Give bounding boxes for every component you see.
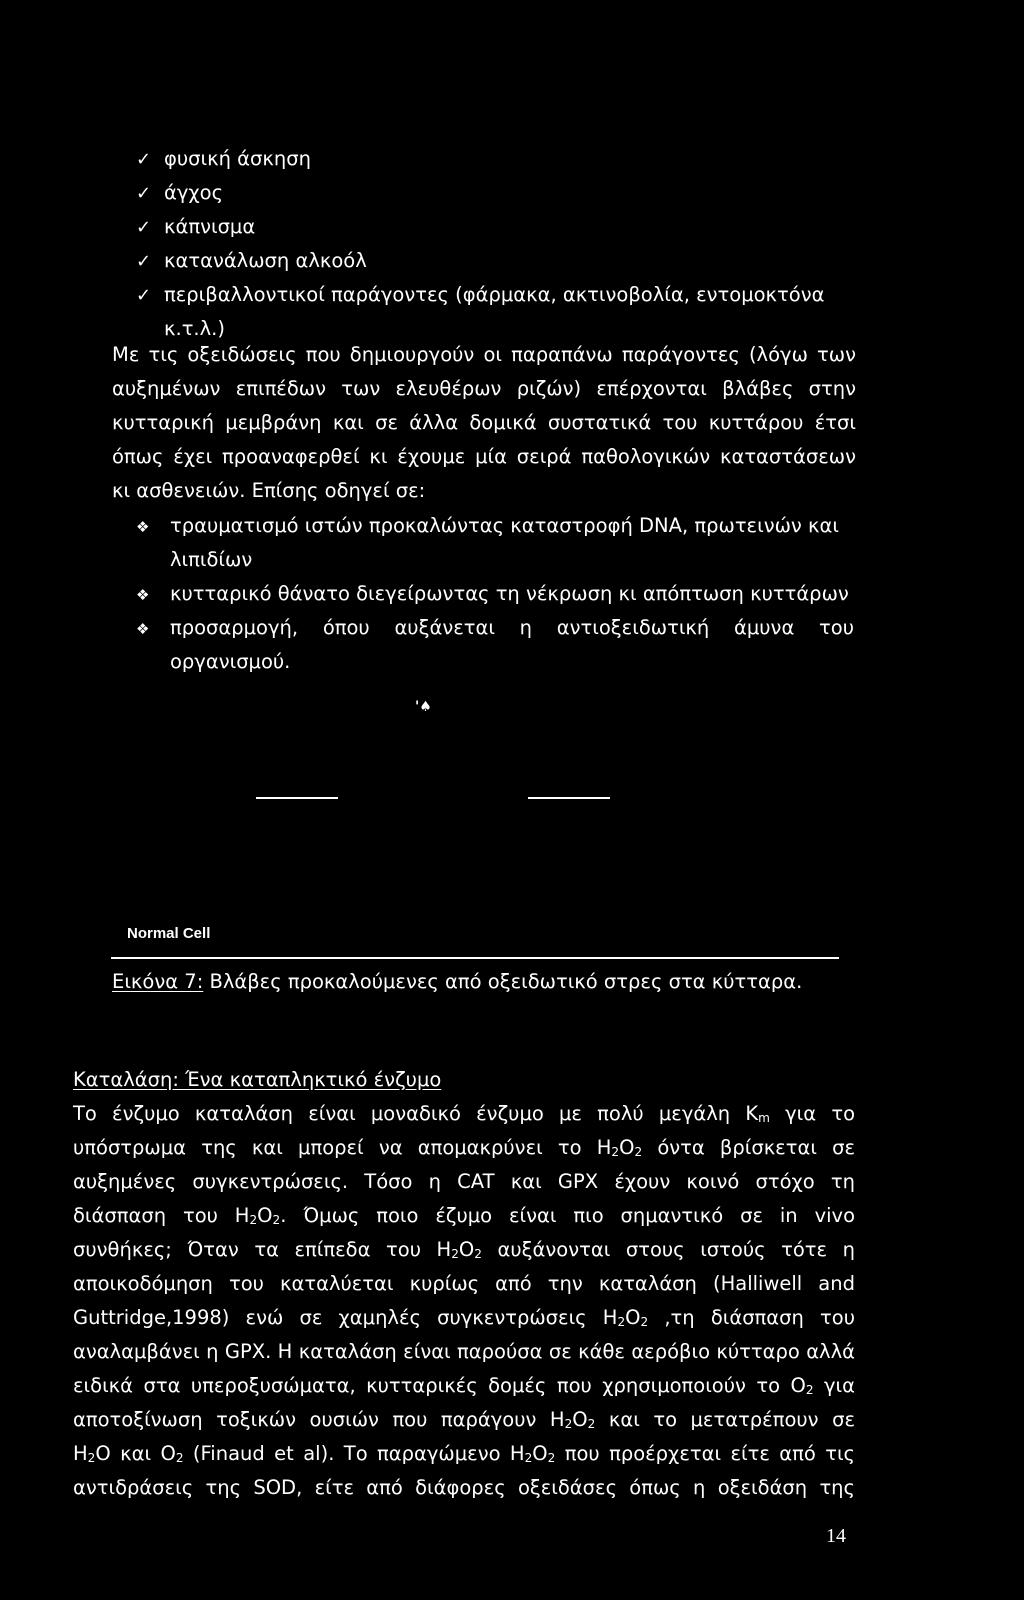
check-icon: ✓ bbox=[136, 149, 152, 170]
figure-line bbox=[528, 797, 610, 799]
body-line: ειδικά στα υπεροξυσώματα, κυτταρικές δομές που χρησιμοποιούν το $O_2$ για bbox=[73, 1374, 855, 1397]
paragraph-line: κι ασθενειών. Επίσης οδηγεί σε: bbox=[112, 479, 426, 502]
paragraph-line: Με τις οξειδώσεις που δημιουργούν οι παραπάνω παράγοντες (λόγω των bbox=[112, 343, 856, 366]
diamond-bullet-icon: ❖ bbox=[136, 586, 148, 604]
body-line: Guttridge,1998) ενώ σε χαμηλές συγκεντρώσεις $H_2O_2$ ,τη διάσπαση του bbox=[73, 1306, 855, 1329]
caption-text: Βλάβες προκαλούμενες από οξειδωτικό στρες στα κύτταρα. bbox=[209, 970, 803, 993]
section-heading: Καταλάση: Ένα καταπληκτικό ένζυμο bbox=[73, 1068, 442, 1091]
check-icon: ✓ bbox=[136, 183, 152, 204]
bullet-item: ❖ προσαρμογή, όπου αυξάνεται η αντιοξειδωτική άμυνα του bbox=[136, 615, 856, 642]
figure-mark: '♠ bbox=[415, 699, 432, 715]
checklist-item: ✓ φυσική άσκηση bbox=[136, 146, 311, 173]
checklist-item: ✓ κάπνισμα bbox=[136, 214, 255, 241]
bullet-continuation: λιπιδίων bbox=[170, 548, 253, 571]
diamond-bullet-icon: ❖ bbox=[136, 518, 148, 536]
body-line: υπόστρωμα της και μπορεί να απομακρύνει το $H_2O_2$ όντα βρίσκεται σε bbox=[73, 1136, 855, 1159]
check-icon: ✓ bbox=[136, 251, 152, 272]
paragraph-line: κυτταρική μεμβράνη και σε άλλα δομικά συστατικά του κυττάρου έτσι bbox=[112, 411, 856, 434]
figure-caption bbox=[112, 969, 802, 995]
bullet-item: ❖ τραυματισμό ιστών προκαλώντας καταστροφή DNA, πρωτεινών και bbox=[136, 513, 839, 540]
body-line: αντιδράσεις της SOD, είτε από διάφορες οξειδάσες όπως η οξειδάση της bbox=[73, 1476, 855, 1499]
body-line: αποτοξίνωση τοξικών ουσιών που παράγουν $H_2O_2$ και το μετατρέπουν σε bbox=[73, 1408, 856, 1431]
body-line: διάσπαση του $H_2O_2$. Όμως ποιο έζυμο είναι πιο σημαντικό σε in vivo bbox=[73, 1204, 855, 1227]
check-icon: ✓ bbox=[136, 285, 152, 306]
paragraph-line: αυξημένων επιπέδων των ελευθέρων ριζών) επέρχονται βλάβες στην bbox=[112, 377, 856, 400]
figure-line bbox=[256, 797, 338, 799]
body-line: συνθήκες; Όταν τα επίπεδα του $H_2O_2$ αυξάνονται στους ιστούς τότε η bbox=[73, 1238, 855, 1261]
bullet-item: ❖ κυτταρικό θάνατο διεγείρωντας τη νέκρωση κι απόπτωση κυττάρων bbox=[136, 581, 849, 608]
paragraph-line: όπως έχει προαναφερθεί κι έχουμε μία σειρά παθολογικών καταστάσεων bbox=[112, 445, 856, 468]
checklist-item: ✓ κατανάλωση αλκοόλ bbox=[136, 248, 367, 275]
check-icon: ✓ bbox=[136, 217, 152, 238]
body-line: $H_2O$ και $O_2$ (Finaud et al). Το παραγώμενο $H_2O_2$ που προέρχεται είτε από τις bbox=[73, 1442, 855, 1465]
body-line: Το ένζυμο καταλάση είναι μοναδικό ένζυμο με πολύ μεγάλη $K_m$ για το bbox=[73, 1102, 855, 1125]
page-number: 14 bbox=[826, 1525, 846, 1547]
body-line: αυξημένες συγκεντρώσεις. Τόσο η CAT και GPX έχουν κοινό στόχο τη bbox=[73, 1170, 855, 1193]
checklist-continuation: κ.τ.λ.) bbox=[164, 317, 225, 340]
body-line: αποικοδόμηση του καταλύεται κυρίως από την καταλάση (Halliwell and bbox=[73, 1272, 855, 1295]
caption-label: Εικόνα 7: bbox=[112, 970, 204, 993]
figure-divider bbox=[111, 957, 839, 959]
diamond-bullet-icon: ❖ bbox=[136, 620, 148, 638]
cell-label: Normal Cell bbox=[127, 925, 211, 942]
checklist-item: ✓ περιβαλλοντικοί παράγοντες (φάρμακα, ακτινοβολία, εντομοκτόνα bbox=[136, 282, 852, 309]
checklist-item: ✓ άγχος bbox=[136, 180, 223, 207]
body-line: αναλαμβάνει η GPX. Η καταλάση είναι παρούσα σε κάθε αερόβιο κύτταρο αλλά bbox=[73, 1340, 855, 1363]
bullet-continuation: οργανισμού. bbox=[170, 650, 291, 673]
